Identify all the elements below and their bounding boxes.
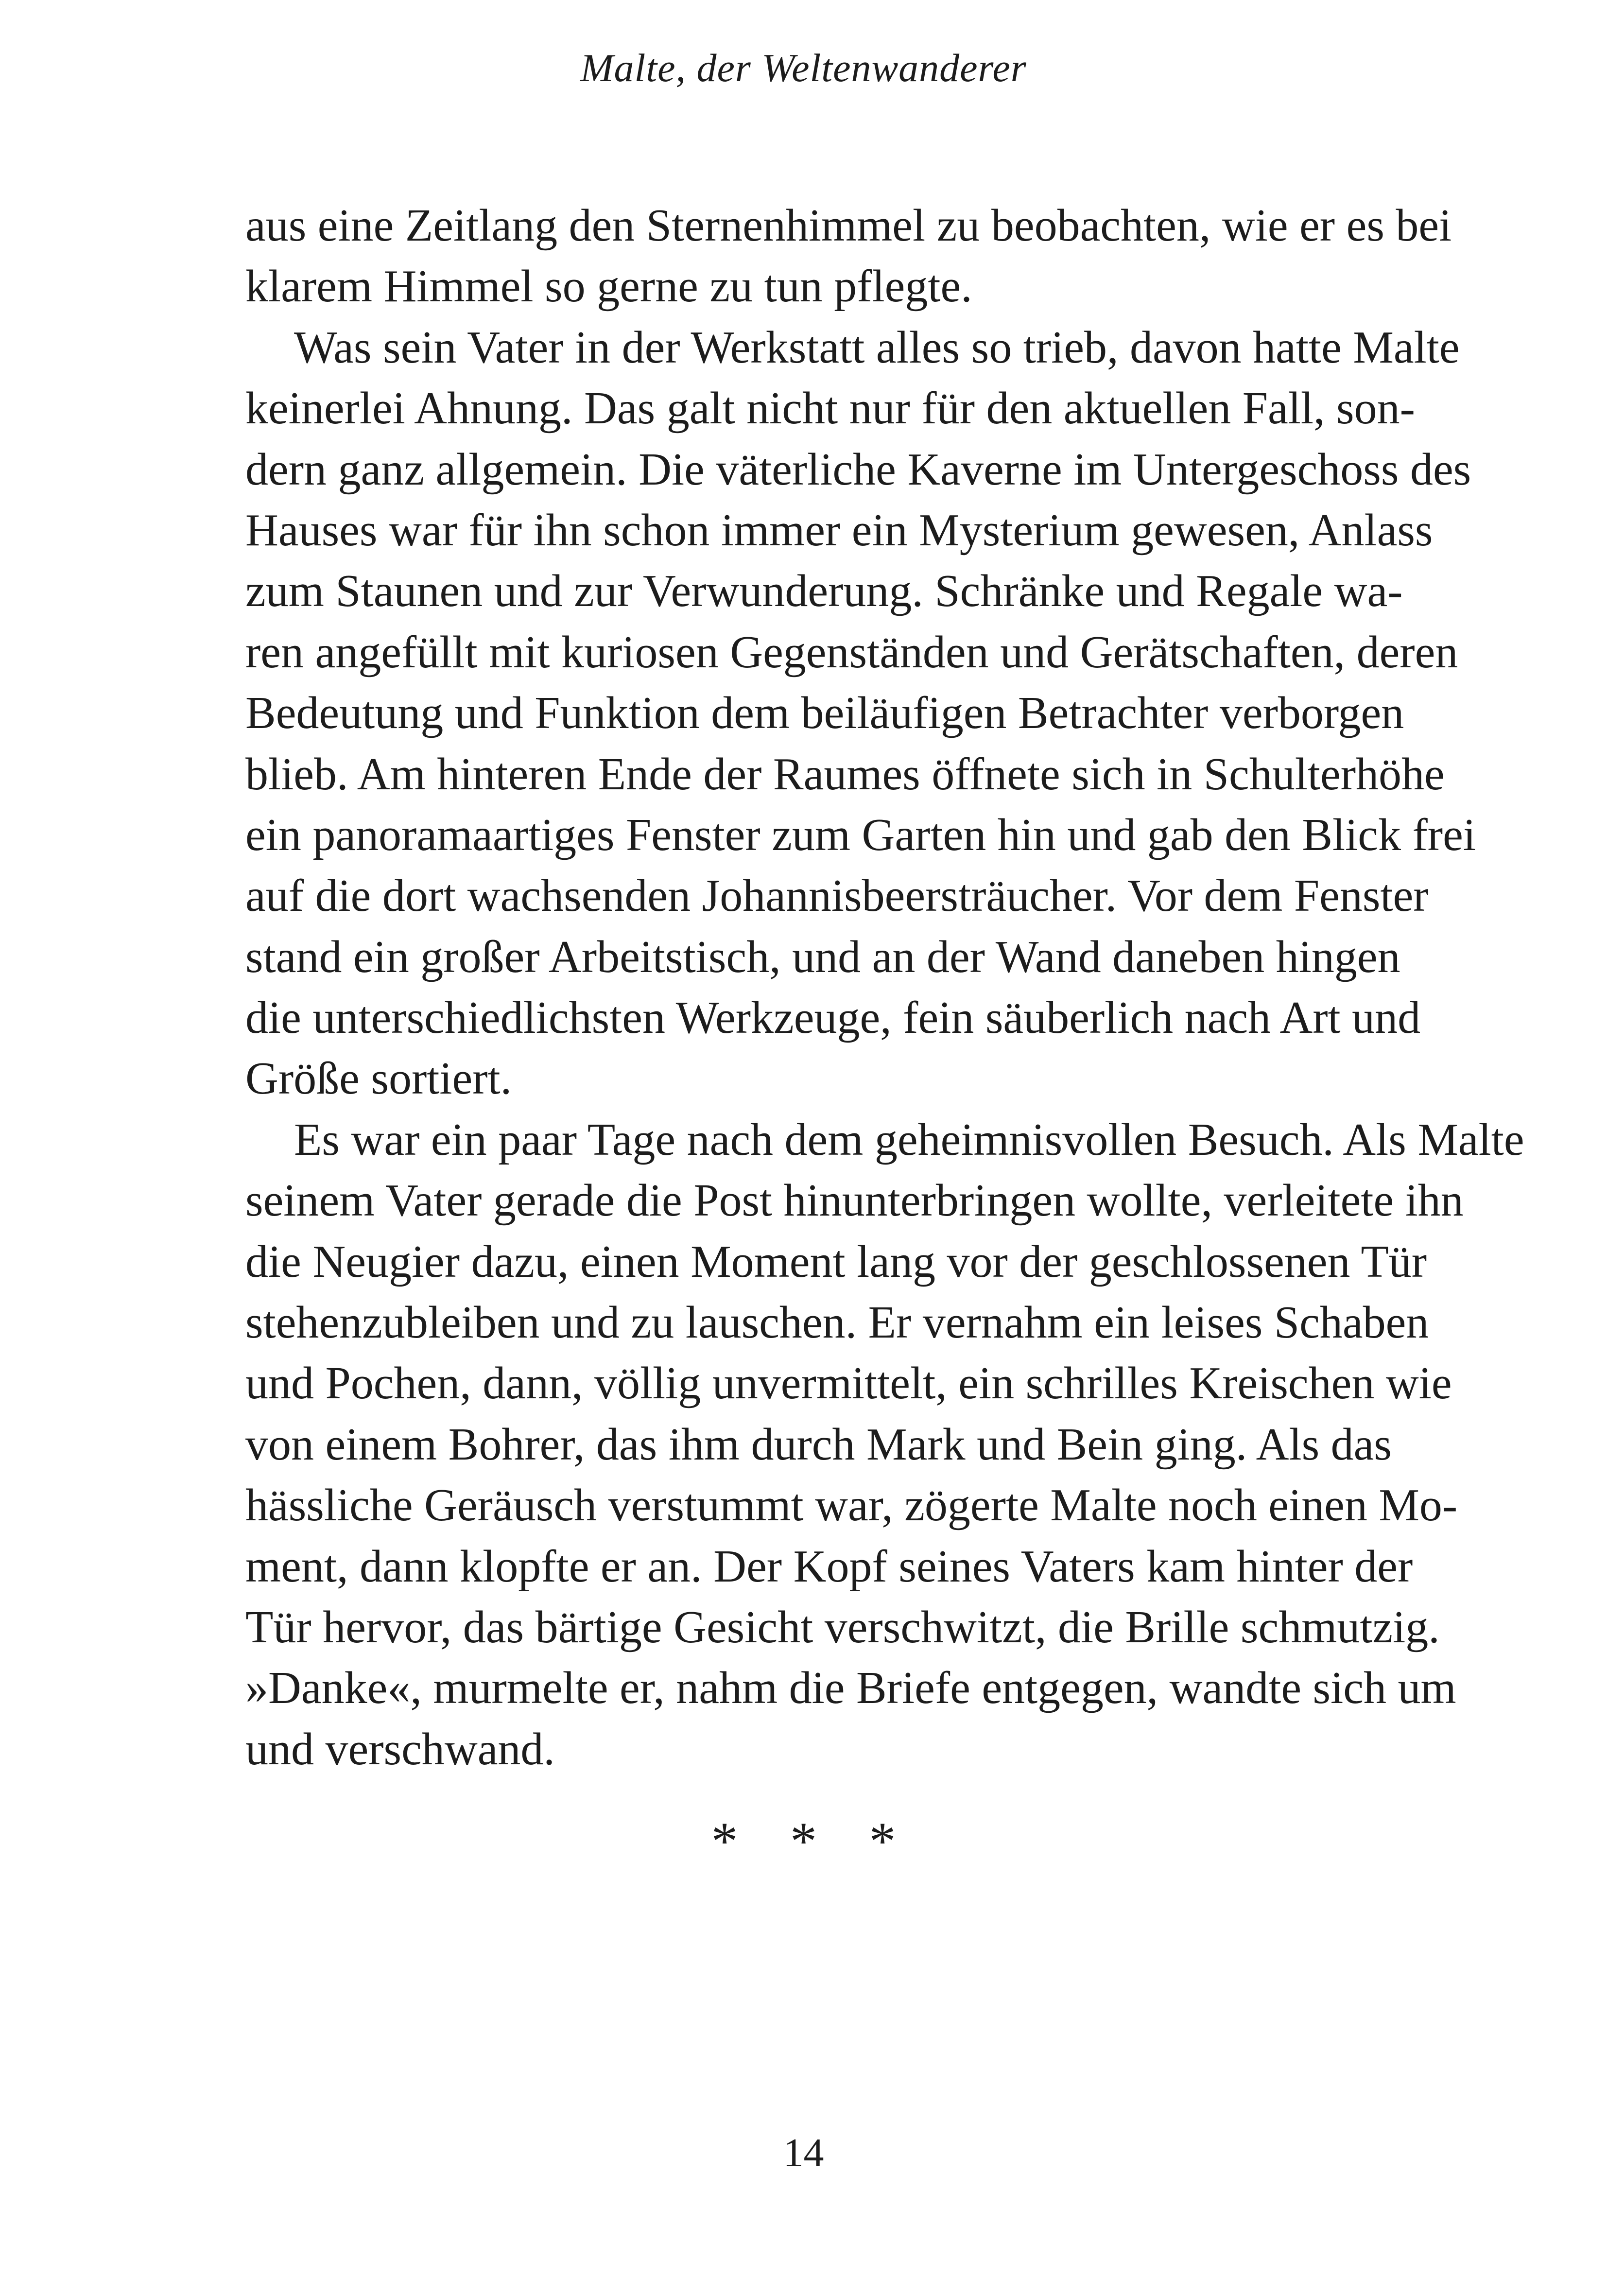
text-line: stand ein großer Arbeitstisch, und an der Wand daneben hingen bbox=[245, 931, 1400, 982]
text-line: die Neugier dazu, einen Moment lang vor der geschlossenen Tür bbox=[245, 1236, 1427, 1287]
text-line: Hauses war für ihn schon immer ein Mysterium gewesen, Anlass bbox=[245, 504, 1433, 556]
text-line: und Pochen, dann, völlig unvermittelt, ein schrilles Kreischen wie bbox=[245, 1358, 1452, 1409]
text-line: hässliche Geräusch verstummt war, zögerte Malte noch einen Mo- bbox=[245, 1480, 1458, 1531]
text-line: aus eine Zeitlang den Sternenhimmel zu beobachten, wie er es bei bbox=[245, 200, 1452, 251]
text-line: blieb. Am hinteren Ende der Raumes öffnete sich in Schulterhöhe bbox=[245, 748, 1445, 800]
text-line: Was sein Vater in der Werkstatt alles so trieb, davon hatte Malte bbox=[294, 322, 1460, 373]
text-line: klarem Himmel so gerne zu tun pflegte. bbox=[245, 261, 972, 312]
text-line: seinem Vater gerade die Post hinunterbringen wollte, verleitete ihn bbox=[245, 1175, 1464, 1226]
section-break: * * * bbox=[711, 1811, 916, 1871]
text-line: von einem Bohrer, das ihm durch Mark und Bein ging. Als das bbox=[245, 1419, 1392, 1470]
text-line: zum Staunen und zur Verwunderung. Schränke und Regale wa- bbox=[245, 566, 1403, 617]
text-line: Tür hervor, das bärtige Gesicht verschwitzt, die Brille schmutzig. bbox=[245, 1601, 1440, 1652]
body-text bbox=[245, 195, 1524, 1780]
page-number: 14 bbox=[783, 2130, 824, 2175]
text-line: die unterschiedlichsten Werkzeuge, fein säuberlich nach Art und bbox=[245, 992, 1421, 1044]
text-line: ein panoramaartiges Fenster zum Garten hin und gab den Blick frei bbox=[245, 809, 1476, 860]
text-line: dern ganz allgemein. Die väterliche Kaverne im Untergeschoss des bbox=[245, 444, 1471, 495]
text-line: Bedeutung und Funktion dem beiläufigen Betrachter verborgen bbox=[245, 688, 1404, 739]
text-line: Größe sortiert. bbox=[245, 1053, 512, 1104]
text-line: »Danke«, murmelte er, nahm die Briefe entgegen, wandte sich um bbox=[245, 1663, 1456, 1714]
text-line: ment, dann klopfte er an. Der Kopf seines Vaters kam hinter der bbox=[245, 1541, 1413, 1592]
text-line: keinerlei Ahnung. Das galt nicht nur für den aktuellen Fall, son- bbox=[245, 383, 1415, 434]
text-line: stehenzubleiben und zu lauschen. Er vernahm ein leises Schaben bbox=[245, 1297, 1429, 1348]
text-line: ren angefüllt mit kuriosen Gegenständen und Gerätschaften, deren bbox=[245, 626, 1458, 678]
running-head: Malte, der Weltenwanderer bbox=[580, 46, 1027, 90]
text-line: auf die dort wachsenden Johannisbeersträucher. Vor dem Fenster bbox=[245, 870, 1429, 922]
text-line: und verschwand. bbox=[245, 1723, 555, 1774]
text-line: Es war ein paar Tage nach dem geheimnisvollen Besuch. Als Malte bbox=[294, 1114, 1524, 1165]
